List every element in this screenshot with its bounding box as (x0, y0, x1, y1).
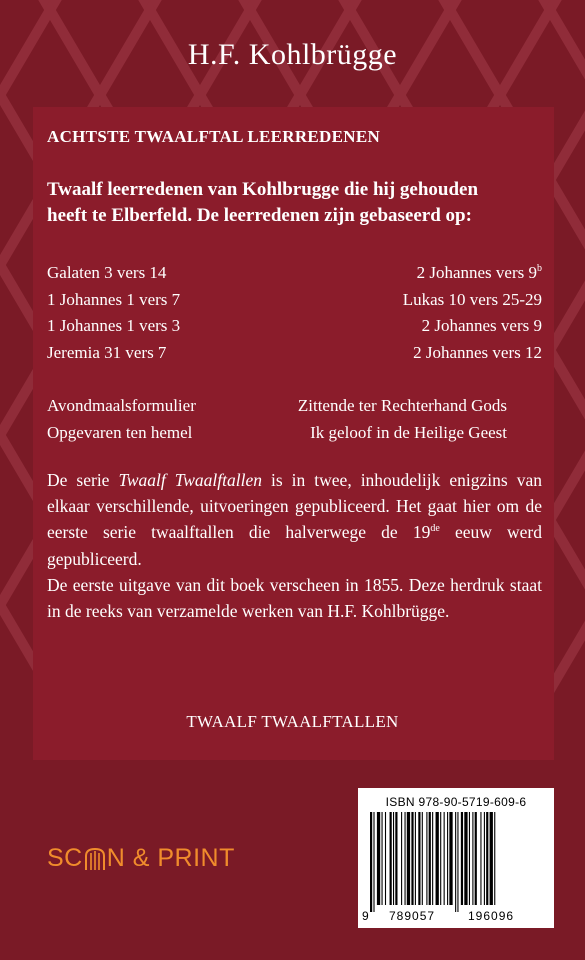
reference-right: 2 Johannes vers 12 (413, 342, 542, 362)
barcode-bar (370, 812, 372, 912)
reference-row (47, 313, 542, 340)
description-paragraph-2: De eerste uitgave van dit boek verscheen in 1855. Deze herdruk staat in de reeks van verzamelde werken van H.F. Kohlbrügge. (47, 574, 542, 622)
barcode-bar (415, 812, 416, 905)
barcode (358, 788, 554, 928)
intro-line-1: Twaalf leerredenen van Kohlbrugge die hij gehouden (47, 179, 479, 200)
reference-row (47, 287, 542, 314)
barcode-bar (457, 812, 458, 912)
barcode-bar (401, 812, 402, 905)
desc-text: is in twee, inhoudelijk enigzins van elkaar verschillende, uitvoeringen gepubliceerd. Het gaat hier om de eerste serie twaalftallen die halverwege de 19 (47, 470, 543, 543)
book-a-icon (84, 847, 106, 871)
topic-row (47, 393, 507, 420)
desc-superscript: de (430, 523, 440, 535)
barcode-bar (444, 812, 445, 905)
barcode-bar (472, 812, 473, 905)
barcode-bar (461, 812, 463, 905)
isbn-label: ISBN 978-90-5719-609-6 (385, 795, 527, 809)
desc-text: eeuw werd gepubliceerd. (47, 522, 542, 569)
extra-topics (47, 393, 507, 446)
barcode-bar (464, 812, 467, 905)
barcode-bar (418, 812, 420, 905)
barcode-bar (475, 812, 477, 905)
desc-text: De serie (47, 470, 119, 490)
description-paragraph-1 (47, 467, 542, 572)
series-name: TWAALF TWAALFTALLEN (186, 712, 399, 731)
logo-text-part1: SC (47, 844, 83, 872)
reference-right: 2 Johannes vers 9 (421, 316, 542, 335)
topic-left: Opgevaren ten hemel (47, 422, 193, 442)
barcode-bar (436, 812, 439, 905)
barcode-bar (480, 812, 481, 905)
barcode-bar (395, 812, 397, 905)
reference-left: Jeremia 31 vers 7 (47, 342, 167, 362)
barcode-bar (390, 812, 392, 905)
barcode-bar (405, 812, 406, 905)
barcode-bar (486, 812, 488, 905)
reference-row (47, 260, 542, 287)
author-name: H.F. Kohlbrügge (187, 38, 398, 71)
logo-text-part2: N & PRINT (106, 844, 235, 872)
reference-left: 1 Johannes 1 vers 7 (47, 289, 181, 309)
barcode-bars (370, 812, 542, 912)
barcode-bar (407, 812, 410, 905)
reference-right: Lukas 10 vers 25-29 (402, 289, 542, 309)
reference-left: Galaten 3 vers 14 (47, 263, 167, 282)
reference-left: 1 Johannes 1 vers 3 (47, 316, 181, 335)
barcode-bar (484, 812, 485, 905)
description (47, 467, 542, 624)
barcode-bar (432, 812, 433, 905)
barcode-digits-right: 196096 (468, 909, 515, 923)
barcode-bar (377, 812, 380, 905)
barcode-bar (382, 812, 383, 905)
barcode-bar (393, 812, 394, 905)
reference-right-sup: b (537, 263, 542, 274)
barcode-bar (455, 812, 456, 912)
barcode-bar (429, 812, 431, 905)
topic-right: Zittende ter Rechterhand Gods (297, 396, 507, 415)
scripture-references (47, 260, 542, 366)
barcode-bar (490, 812, 493, 905)
barcode-bar (422, 812, 423, 905)
barcode-digits-left: 789057 (389, 909, 436, 923)
reference-row (47, 340, 542, 367)
barcode-bar (411, 812, 413, 905)
barcode-bar (449, 812, 452, 905)
barcode-bar (469, 812, 470, 905)
barcode-bar (426, 812, 427, 905)
intro-text (47, 177, 478, 229)
publisher-logo (47, 844, 235, 873)
series-title-italic: Twaalf Twaalftallen (118, 470, 262, 490)
reference-right-text: 2 Johannes vers 9 (416, 263, 537, 282)
barcode-bar (373, 812, 374, 912)
reference-right (417, 260, 542, 287)
barcode-digit-first: 9 (362, 909, 369, 923)
topic-right: Ik geloof in de Heilige Geest (310, 422, 507, 442)
topic-left: Avondmaalsformulier (47, 396, 196, 415)
barcode-bar (385, 812, 386, 905)
barcode-bar (447, 812, 448, 905)
barcode-bar (440, 812, 441, 905)
barcode-bar (494, 812, 495, 905)
book-subtitle: ACHTSTE TWAALFTAL LEERREDENEN (47, 127, 381, 146)
intro-line-2: heeft te Elberfeld. De leerredenen zijn gebaseerd op: (47, 205, 472, 226)
topic-row (47, 420, 507, 447)
